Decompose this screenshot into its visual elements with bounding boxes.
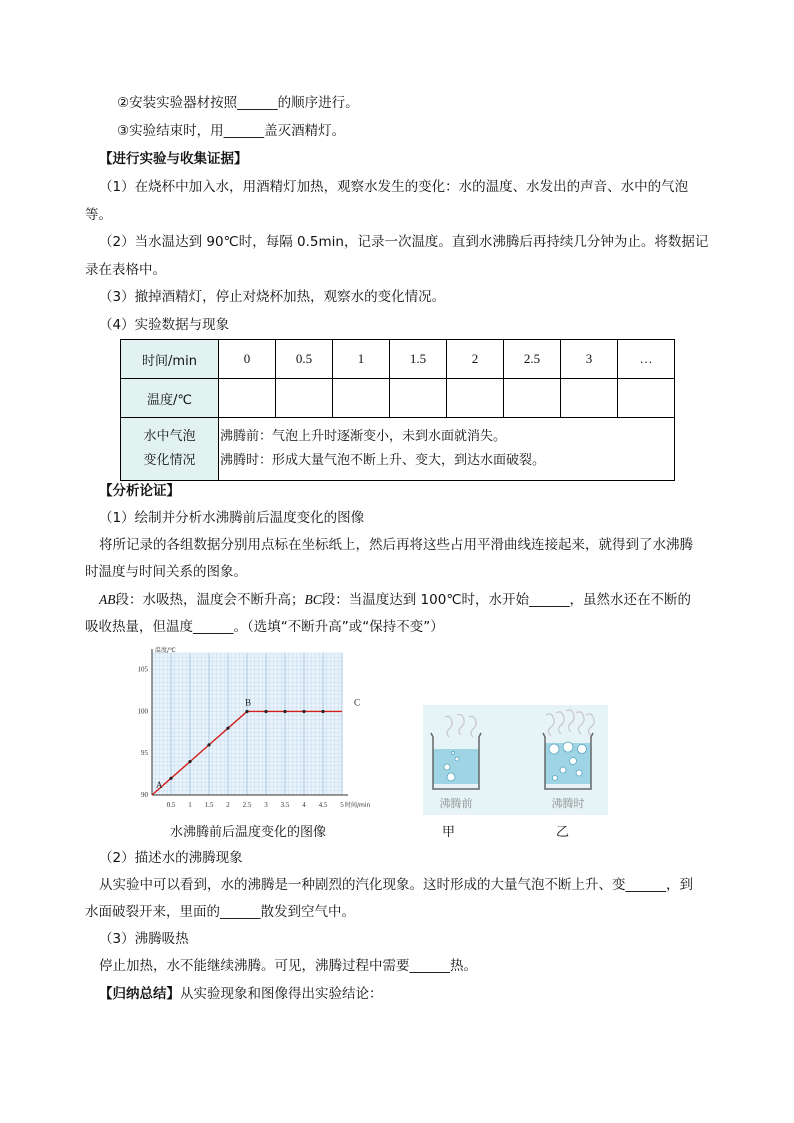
time-cell: 1: [333, 340, 390, 379]
water-before: [433, 749, 479, 784]
bubble-icon: [560, 767, 566, 773]
data-point: [188, 760, 191, 763]
bubble-header-line-1: 水中气泡: [143, 429, 196, 444]
ab-segment-label: AB: [99, 592, 116, 607]
bubble-icon: [570, 758, 577, 765]
bubble-icon: [549, 744, 559, 754]
bubble-observations: [219, 418, 675, 481]
y-tick-label: 95: [141, 749, 148, 758]
bubble-icon: [452, 752, 455, 755]
beakers-figure: [423, 705, 608, 815]
extinguish-line: ③实验结束时，用______盖灭酒精灯。: [117, 123, 346, 139]
time-cell: 0.5: [276, 340, 333, 379]
analysis-2-line-b: 时温度与时间关系的图象。: [85, 564, 247, 580]
temp-cell: [219, 379, 276, 418]
before-label: 沸腾前: [439, 797, 473, 810]
time-cell: 3: [561, 340, 618, 379]
bubble-icon: [447, 773, 455, 781]
temp-cell: [561, 379, 618, 418]
caption-jia: 甲: [442, 825, 456, 840]
time-cell: 2: [447, 340, 504, 379]
point-label: B: [245, 697, 252, 708]
data-point: [264, 710, 267, 713]
section-heading-experiment: 【进行实验与收集证据】: [99, 151, 248, 167]
time-row: [121, 340, 675, 379]
temp-cell: [333, 379, 390, 418]
bubble-icon: [578, 745, 587, 754]
chart-caption: 水沸腾前后温度变化的图像: [170, 825, 327, 840]
data-table: [120, 339, 675, 481]
bubble-icon: [563, 742, 573, 752]
summary-text: 从实验现象和图像得出实验结论：: [180, 986, 383, 1002]
temp-cell: [390, 379, 447, 418]
step-3-line: （3）撤掉酒精灯，停止对烧杯加热，观察水的变化情况。: [99, 289, 446, 305]
analysis-3-line-b: 吸收热量，但温度______。（选填“不断升高”或“保持不变”）: [85, 619, 444, 635]
temperature-chart: [130, 645, 380, 815]
time-cell: …: [618, 340, 675, 379]
x-tick-label: 3: [264, 801, 268, 809]
before-boiling-text: 沸腾前：气泡上升时逐渐变小，未到水面就消失。: [220, 429, 507, 444]
bubble-icon: [553, 776, 558, 781]
boiling-desc-line-b: 水面破裂开来，里面的______散发到空气中。: [85, 904, 355, 920]
point-label: A: [156, 780, 163, 790]
data-point: [302, 710, 305, 713]
heat-absorb-line: 停止加热，水不能继续沸腾。可见，沸腾过程中需要______热。: [99, 958, 477, 974]
step-2-line-b: 录在表格中。: [85, 262, 166, 278]
bubble-icon: [444, 764, 450, 770]
section-heading-analysis: 【分析论证】: [99, 483, 180, 499]
bubble-header-line-2: 变化情况: [143, 453, 196, 468]
analysis-2-line-a: 将所记录的各组数据分别用点标在坐标纸上，然后再将这些占用平滑曲线连接起来，就得到了水沸腾: [99, 537, 693, 553]
bc-segment-label: BC: [304, 592, 322, 607]
step-4-line: （4）实验数据与现象: [99, 317, 230, 333]
temp-row: [121, 379, 675, 418]
temp-cell: [447, 379, 504, 418]
y-tick-label: 105: [137, 665, 148, 674]
during-label: 沸腾时: [551, 797, 585, 810]
y-axis-label: 温度/℃: [155, 647, 176, 654]
time-cell: 1.5: [390, 340, 447, 379]
x-tick-label: 1: [188, 801, 192, 809]
heat-absorb-heading: （3）沸腾吸热: [99, 931, 189, 947]
x-axis-label: 时间/min: [345, 802, 371, 809]
during-boiling-text: 沸腾时：形成大量气泡不断上升、变大，到达水面破裂。: [220, 453, 546, 468]
bubble-icon: [455, 757, 459, 761]
point-label: C: [354, 697, 361, 708]
x-tick-label: 0.5: [166, 801, 176, 809]
data-point: [207, 743, 210, 746]
temp-cell: [504, 379, 561, 418]
analysis-3-line-a: [99, 591, 691, 609]
bc-segment-text: 段：当温度达到 100℃时，水开始______，虽然水还在不断的: [321, 592, 691, 608]
temp-header: 温度/℃: [121, 379, 219, 418]
x-tick-label: 3.5: [280, 801, 290, 809]
analysis-1-line: （1）绘制并分析水沸腾前后温度变化的图像: [99, 510, 365, 526]
bubble-row: [121, 418, 675, 481]
data-point: [321, 710, 324, 713]
y-tick-label: 100: [137, 707, 148, 716]
x-tick-label: 2.5: [242, 801, 252, 809]
x-tick-label: 4: [302, 801, 306, 809]
data-point: [283, 710, 286, 713]
x-tick-label: 1.5: [204, 801, 214, 809]
step-2-line-a: （2）当水温达到 90℃时，每隔 0.5min，记录一次温度。直到水沸腾后再持续几分钟为止。将数据记: [99, 234, 709, 250]
time-cell: 0: [219, 340, 276, 379]
step-1-line-a: （1）在烧杯中加入水，用酒精灯加热，观察水发生的变化：水的温度、水发出的声音、水中的气泡: [99, 179, 689, 195]
boiling-desc-heading: （2）描述水的沸腾现象: [99, 850, 243, 866]
bubble-icon: [576, 770, 582, 776]
time-header: 时间/min: [121, 340, 219, 379]
x-tick-label: 4.5: [318, 801, 328, 809]
summary-line: [99, 985, 383, 1003]
caption-yi: 乙: [556, 825, 570, 840]
data-point: [226, 727, 229, 730]
data-point: [169, 777, 172, 780]
x-tick-label: 5: [340, 801, 344, 809]
install-order-line: ②安装实验器材按照______的顺序进行。: [117, 95, 359, 111]
data-point: [245, 710, 248, 713]
temp-cell: [618, 379, 675, 418]
y-tick-label: 90: [141, 791, 148, 799]
boiling-desc-line-a: 从实验中可以看到，水的沸腾是一种剧烈的汽化现象。这时形成的大量气泡不断上升、变______，到: [99, 877, 693, 893]
x-tick-label: 2: [226, 801, 230, 809]
bubble-header: [121, 418, 219, 481]
time-cell: 2.5: [504, 340, 561, 379]
ab-segment-text: 段：水吸热，温度会不断升高；: [115, 592, 305, 608]
temp-cell: [276, 379, 333, 418]
summary-tag: 【归纳总结】: [99, 986, 180, 1002]
step-1-line-b: 等。: [85, 207, 112, 223]
